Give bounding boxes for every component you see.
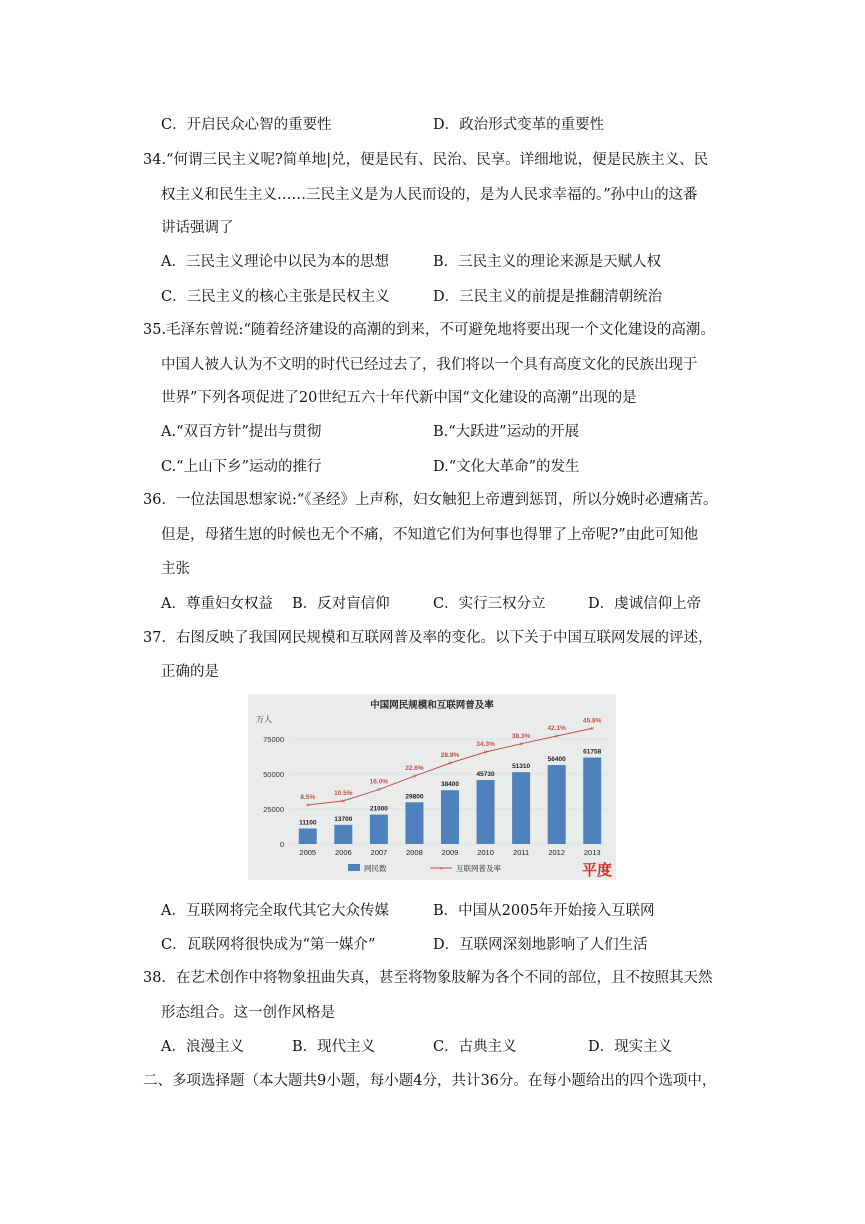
watermark-logo: 平度 — [581, 862, 612, 879]
q37-option-a: A．互联网将完全取代其它大众传媒 — [161, 903, 389, 919]
chart-ylabel: 万人 — [256, 715, 272, 724]
bar-2011 — [512, 772, 530, 844]
bar-2012 — [548, 765, 566, 844]
q36-stem-line3: 主张 — [161, 561, 190, 577]
bar-label: 38400 — [440, 781, 460, 789]
legend-swatch-users — [348, 864, 360, 871]
q38-stem-line1: 38．在艺术创作中将物象扭曲失真，甚至将物象肢解为各个不同的部位，且不按照其天然 — [143, 970, 713, 986]
bar-label: 11100 — [299, 819, 317, 827]
rate-label: 42.1% — [547, 725, 566, 733]
q34-stem-line2: 权主义和民生主义……三民主义是为人民而设的，是为人民求幸福的。”孙中山的这番 — [161, 187, 698, 203]
q35-stem-line1: 35.毛泽东曾说:“随着经济建设的高潮的到来，不可避免地将要出现一个文化建设的高潮。 — [143, 322, 715, 338]
rate-marker: × — [519, 741, 524, 749]
bar-label: 21000 — [369, 805, 388, 813]
bar-label: 61758 — [583, 748, 602, 756]
bar-2009 — [441, 790, 459, 844]
rate-label: 38.3% — [511, 732, 531, 740]
q34-option-a: A．三民主义理论中以民为本的思想 — [161, 254, 389, 270]
x-tick-label: 2012 — [548, 848, 566, 857]
rate-marker: × — [590, 725, 595, 733]
y-tick-label: 0 — [279, 840, 284, 849]
q35-stem-line2: 中国人被人认为不文明的时代已经过去了，我们将以一个具有高度文化的民族出现于 — [161, 357, 698, 373]
bar-2013 — [583, 758, 601, 844]
rate-label: 34.3% — [476, 741, 495, 749]
q38-option-d: D．现实主义 — [588, 1039, 673, 1055]
x-tick-label: 2011 — [513, 848, 530, 857]
q34-option-c: C．三民主义的核心主张是民权主义 — [161, 289, 390, 305]
q36-option-d: D．虔诚信仰上帝 — [588, 596, 702, 612]
q37-option-c: C．瓦联网将很快成为“第一媒介” — [161, 937, 376, 953]
chart-title: 中国网民规模和互联网普及率 — [370, 700, 494, 711]
q38-stem-line2: 形态组合。这一创作风格是 — [161, 1005, 335, 1021]
y-tick-label: 25000 — [263, 805, 284, 814]
q36-option-c: C．实行三权分立 — [433, 596, 546, 612]
rate-label: 16.0% — [369, 778, 389, 786]
rate-label: 10.5% — [334, 789, 353, 797]
x-tick-label: 2006 — [334, 848, 352, 857]
legend-marker-rate: × — [439, 865, 443, 873]
bar-label: 45730 — [476, 770, 495, 778]
rate-label: 8.5% — [300, 793, 316, 801]
x-tick-label: 2010 — [477, 848, 494, 857]
bar-label: 13700 — [334, 815, 353, 823]
bar-2005 — [299, 828, 317, 844]
rate-marker: × — [447, 760, 453, 768]
rate-marker: × — [305, 802, 310, 810]
q38-option-c: C．古典主义 — [433, 1039, 517, 1055]
q34-option-d: D．三民主义的前提是推翻清朝统治 — [433, 289, 663, 305]
q37-option-d: D．互联网深刻地影响了人们生活 — [433, 937, 648, 953]
legend-label-rate: 互联网普及率 — [456, 864, 501, 873]
rate-marker: × — [412, 773, 417, 781]
bar-label: 51310 — [512, 763, 531, 771]
chart-svg — [248, 694, 616, 880]
x-tick-label: 2007 — [370, 848, 388, 857]
q36-stem-line2: 但是，母猪生崽的时候也无个不痛，不知道它们为何事也得罪了上帝呢?”由此可知他 — [161, 527, 699, 543]
q34-stem-line3: 讲话强调了 — [161, 220, 234, 236]
rate-label: 45.8% — [583, 717, 602, 725]
bar-2008 — [405, 802, 423, 844]
q36-option-b: B．反对盲信仰 — [292, 596, 390, 612]
q36-option-a: A．尊重妇女权益 — [161, 596, 273, 612]
rate-label: 28.9% — [440, 752, 460, 760]
rate-marker: × — [341, 798, 346, 806]
q35-option-b: B.“大跃进”运动的开展 — [433, 424, 580, 440]
rate-marker: × — [376, 787, 381, 795]
q38-option-b: B．现代主义 — [292, 1039, 376, 1055]
x-tick-label: 2009 — [441, 848, 459, 857]
q35-option-a: A.“双百方针”提出与贯彻 — [161, 424, 322, 440]
q35-option-c: C.“上山下乡”运动的推行 — [161, 459, 322, 475]
q37-stem-line2: 正确的是 — [161, 664, 219, 680]
x-tick-label: 2005 — [299, 848, 317, 857]
x-tick-label: 2013 — [583, 848, 601, 857]
q34-option-b: B．三民主义的理论来源是天赋人权 — [433, 254, 662, 270]
section2-heading: 二、多项选择题（本大题共9小题，每小题4分，共计36分。在每小题给出的四个选项中， — [143, 1073, 717, 1089]
rate-marker: × — [554, 733, 559, 741]
bar-2010 — [477, 780, 495, 844]
y-tick-label: 75000 — [263, 735, 284, 744]
rate-marker: × — [483, 749, 488, 757]
q34-stem-line1: 34.“何谓三民主义呢?简单地|兑，便是民有、民治、民享。详细地说，便是民族主义、民 — [143, 152, 709, 168]
bar-2006 — [334, 825, 352, 844]
q38-option-a: A．浪漫主义 — [161, 1039, 244, 1055]
rate-label: 22.6% — [405, 765, 424, 773]
q33-option-c: C．开启民众心智的重要性 — [161, 117, 332, 133]
legend-label-users: 网民数 — [364, 864, 387, 873]
q35-stem-line3: 世界”下列各项促进了20世纪五六十年代新中国“文化建设的高潮”出现的是 — [161, 390, 637, 406]
bar-2007 — [370, 815, 388, 844]
q35-option-d: D.“文化大革命”的发生 — [433, 459, 580, 475]
q36-stem-line1: 36．一位法国思想家说:“《圣经》上声称，妇女触犯上帝遭到惩罚，所以分娩时必遭痛苦。 — [143, 492, 718, 508]
q37-stem-line1: 37．右图反映了我国网民规模和互联网普及率的变化。以下关于中国互联网发展的评述， — [143, 630, 713, 646]
q37-option-b: B．中国从2005年开始接入互联网 — [433, 903, 655, 919]
q33-option-d: D．政治形式变革的重要性 — [433, 117, 605, 133]
y-tick-label: 50000 — [263, 770, 284, 779]
bar-label: 29800 — [405, 793, 424, 801]
x-tick-label: 2008 — [406, 848, 423, 857]
bar-label: 56400 — [547, 756, 566, 764]
internet-users-chart — [248, 694, 616, 880]
